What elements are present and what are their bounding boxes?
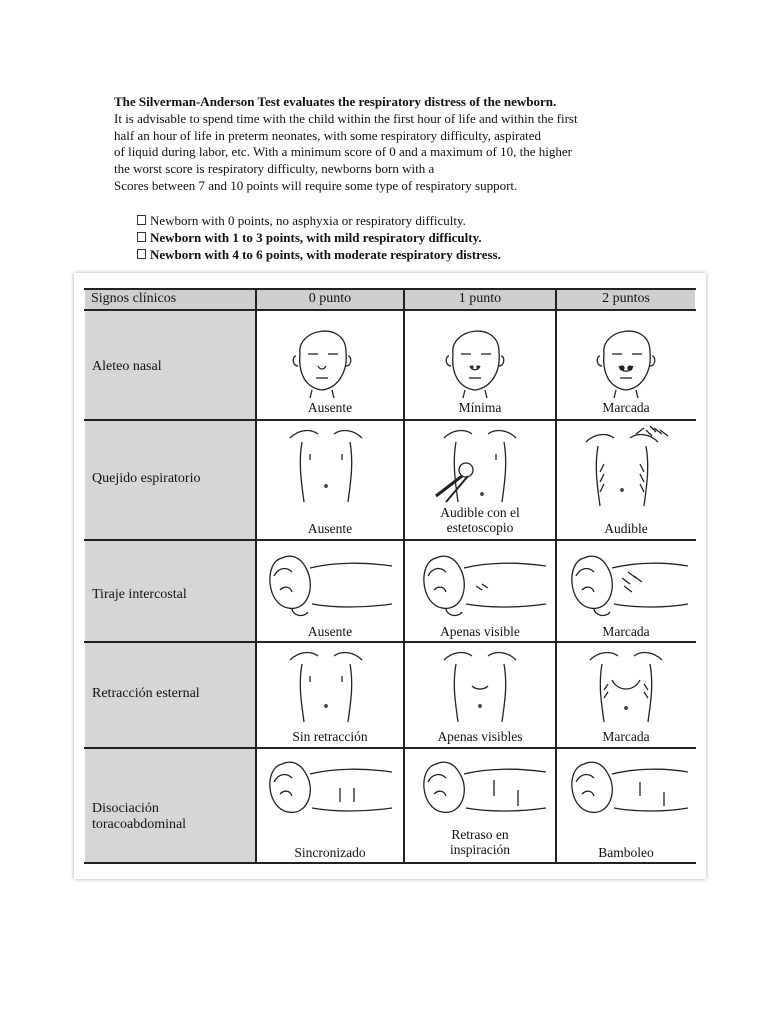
lying-infant-icon <box>566 546 690 622</box>
lying-infant-icon <box>418 546 548 622</box>
grid-line <box>84 539 696 541</box>
face-icon <box>290 314 354 398</box>
checkbox-glyph-icon <box>137 232 146 242</box>
sign-label: Quejido espiratorio <box>92 471 201 486</box>
torso-icon <box>288 424 364 504</box>
grid-line <box>84 309 696 311</box>
intro-line: of liquid during labor, etc. With a minimum score of 0 and a maximum of 10, the higher <box>114 144 572 160</box>
grid-line <box>84 419 696 421</box>
caption: Mínima <box>458 400 502 415</box>
checkbox-glyph-icon <box>137 215 146 225</box>
checkbox-glyph-icon <box>137 249 146 259</box>
lying-infant-icon <box>418 752 548 824</box>
caption: Ausente <box>307 400 353 415</box>
face-icon <box>594 314 658 398</box>
caption: Marcada <box>602 400 650 415</box>
torso-icon <box>288 646 364 724</box>
caption: Apenas visible <box>440 624 520 639</box>
bullet-text: Newborn with 0 points, no asphyxia or respiratory difficulty. <box>150 213 466 228</box>
sign-label: Retracción esternal <box>92 686 200 701</box>
bullet-text: Newborn with 1 to 3 points, with mild respiratory difficulty. <box>150 230 482 245</box>
intro-line: the worst score is respiratory difficulty, newborns born with a <box>114 161 435 177</box>
grid-line <box>84 288 696 290</box>
caption: Marcada <box>602 624 650 639</box>
grid-line <box>84 747 696 749</box>
sign-label: Aleteo nasal <box>92 359 162 374</box>
grid-line <box>255 288 257 864</box>
caption: Audible <box>604 521 648 536</box>
lying-infant-icon <box>264 546 394 622</box>
torso-icon <box>442 646 518 724</box>
intro-line: It is advisable to spend time with the child within the first hour of life and within the first <box>114 110 578 126</box>
header-1-punto: 1 punto <box>404 289 556 309</box>
caption: Apenas visibles <box>437 729 523 744</box>
torso-icon <box>432 424 522 504</box>
caption: Sincronizado <box>294 845 366 860</box>
header-2-puntos: 2 puntos <box>557 289 695 309</box>
lying-infant-icon <box>264 752 394 824</box>
caption: Audible con el estetoscopio <box>440 505 520 535</box>
torso-icon <box>588 646 664 724</box>
lying-infant-icon <box>566 752 690 824</box>
header-0-punto: 0 punto <box>257 289 403 309</box>
caption: Marcada <box>602 729 650 744</box>
intro-title: The Silverman-Anderson Test evaluates the respiratory distress of the newborn. <box>114 94 557 109</box>
sign-label: Tiraje intercostal <box>92 587 187 602</box>
caption: Retraso en inspiración <box>450 827 510 857</box>
header-signos: Signos clínicos <box>85 289 256 309</box>
intro-line: half an hour of life in preterm neonates, with some respiratory difficulty, aspirated <box>114 127 542 143</box>
grid-line <box>555 288 557 864</box>
bullet-item <box>137 229 501 246</box>
caption: Ausente <box>307 521 353 536</box>
caption: Sin retracción <box>292 729 368 744</box>
torso-icon <box>584 424 674 510</box>
intro-paragraph <box>114 94 674 195</box>
grid-line <box>84 641 696 643</box>
score-bullet-list <box>137 212 501 263</box>
intro-line: Scores between 7 and 10 points will require some type of respiratory support. <box>114 177 518 193</box>
face-icon <box>443 314 507 398</box>
caption: Bamboleo <box>598 845 654 860</box>
sign-label: Disociación toracoabdominal <box>92 801 187 832</box>
bullet-item <box>137 212 501 229</box>
caption: Ausente <box>307 624 353 639</box>
grid-line <box>403 288 405 864</box>
grid-line <box>84 862 696 864</box>
bullet-item <box>137 246 501 263</box>
bullet-text: Newborn with 4 to 6 points, with moderate respiratory distress. <box>150 247 501 262</box>
